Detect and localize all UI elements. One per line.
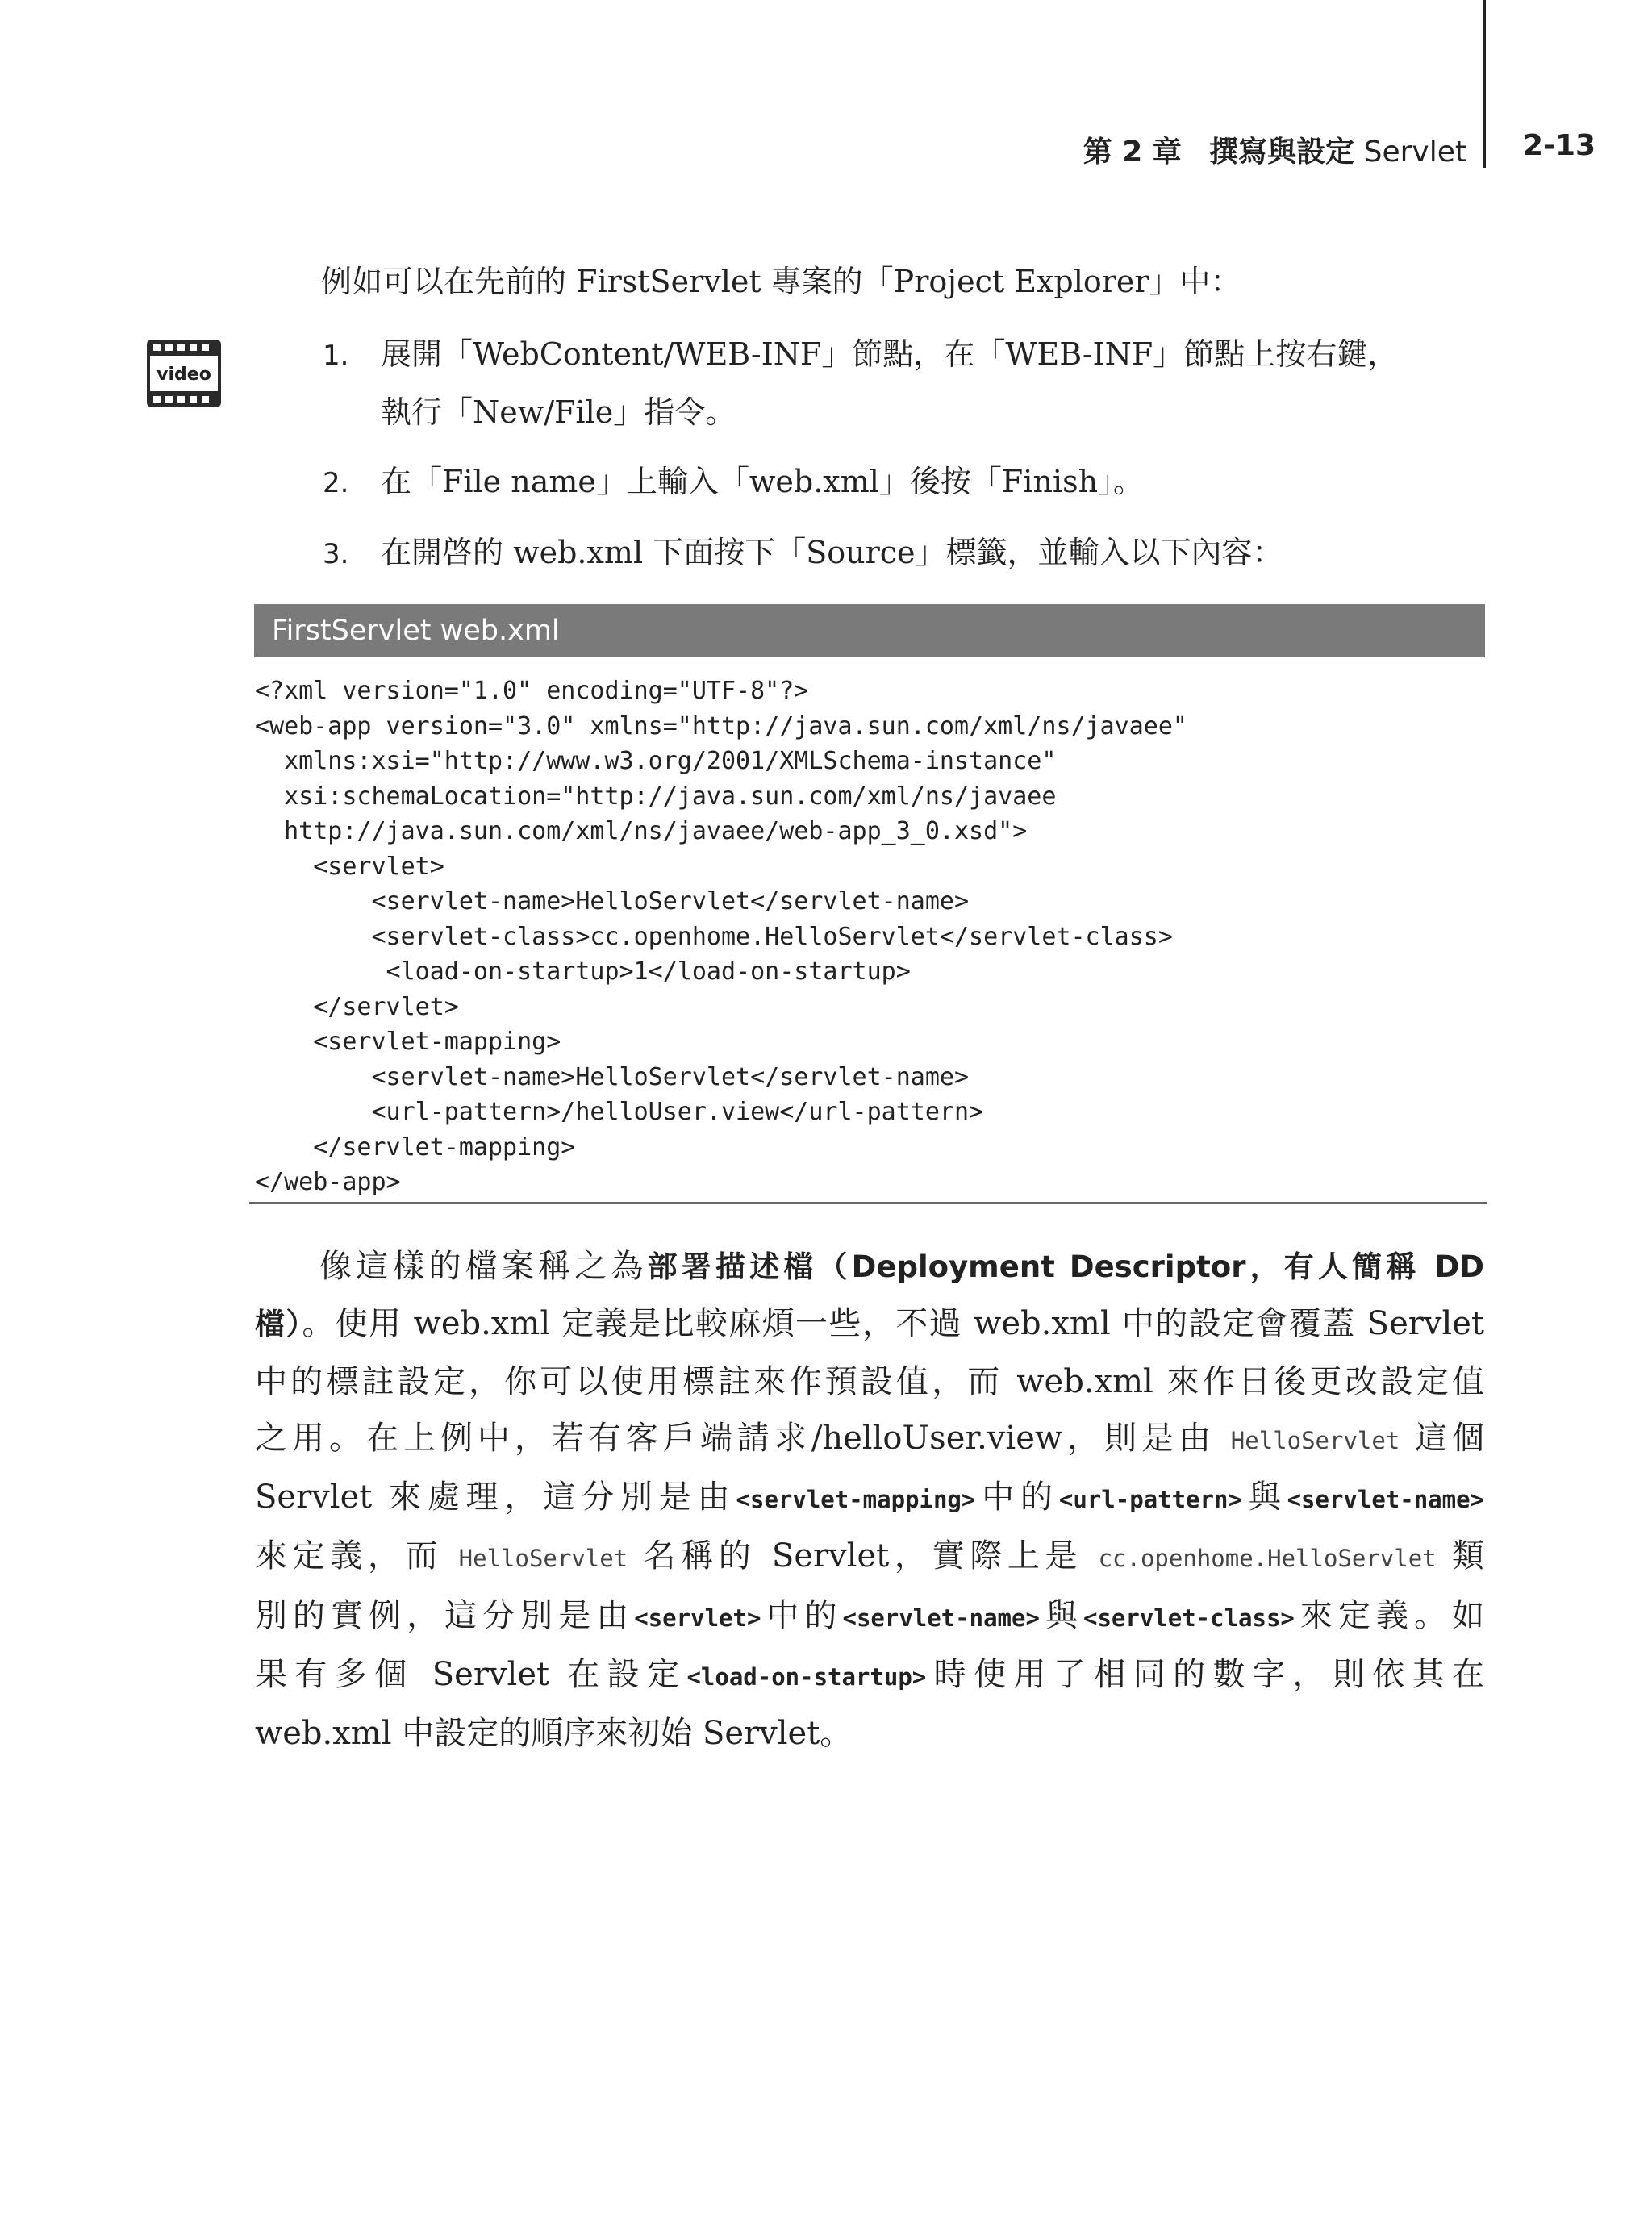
paragraph-line: web.xml 中設定的順序來初始 Servlet。 xyxy=(255,1715,853,1753)
paragraph-line: 中的標註設定，你可以使用標註來作預設值，而 web.xml 來作日後更改設定值 xyxy=(255,1362,1484,1400)
inline-code: <servlet-mapping> xyxy=(736,1486,976,1514)
inline-code: <url-pattern> xyxy=(1058,1486,1242,1514)
code-line: <servlet-name>HelloServlet</servlet-name> xyxy=(255,1062,970,1091)
code-line: <?xml version="1.0" encoding="UTF-8"?> xyxy=(255,677,809,705)
list-item-3 xyxy=(323,524,1283,582)
list-item-1 xyxy=(323,326,1398,440)
paragraph-line: 像這樣的檔案稱之為部署描述檔（Deployment Descriptor，有人簡稱 DD xyxy=(319,1248,1484,1285)
code-block xyxy=(255,674,1187,1200)
video-icon xyxy=(145,335,223,412)
body-paragraph xyxy=(255,1238,1484,1762)
video-icon-label: video xyxy=(156,365,211,385)
inline-code: <servlet-name> xyxy=(1287,1486,1485,1514)
chapter-title-rest: Servlet xyxy=(1354,136,1466,169)
code-line: <servlet-name>HelloServlet</servlet-name> xyxy=(255,887,970,916)
inline-code: <load-on-startup> xyxy=(686,1663,927,1691)
code-line: <servlet-mapping> xyxy=(255,1028,561,1056)
inline-code: <servlet-class> xyxy=(1083,1604,1295,1632)
list-item-number: 1. xyxy=(323,340,349,372)
inline-code: HelloServlet xyxy=(1230,1426,1400,1454)
code-line: xmlns:xsi="http://www.w3.org/2001/XMLSchema-instance" xyxy=(255,747,1057,775)
paragraph-line: 檔）。使用 web.xml 定義是比較麻煩一些，不過 web.xml 中的設定會覆蓋 Servlet xyxy=(255,1305,1485,1343)
paragraph-line: 來定義，而 HelloServlet 名稱的 Servlet，實際上是 cc.openhome.HelloServlet 類 xyxy=(255,1537,1484,1575)
term-deployment-descriptor: 部署描述檔（Deployment Descriptor，有人簡稱 DD xyxy=(647,1249,1484,1284)
code-line: </servlet> xyxy=(255,992,459,1021)
code-line: <servlet> xyxy=(255,852,444,881)
paragraph-line: 之用。在上例中，若有客戶端請求/helloUser.view，則是由 HelloServlet 這個 xyxy=(255,1419,1484,1457)
code-block-bottom-rule xyxy=(249,1202,1487,1204)
page-number: 2-13 xyxy=(1523,129,1596,162)
intro-text: 例如可以在先前的 FirstServlet 專案的「Project Explorer」中： xyxy=(321,264,1241,299)
running-header xyxy=(1083,129,1466,170)
chapter-number: 第 2 章 xyxy=(1083,136,1182,169)
list-item-text: 展開「WebContent/WEB-INF」節點，在「WEB-INF」節點上按右鍵， xyxy=(381,336,1399,372)
inline-code: <servlet> xyxy=(634,1604,761,1632)
list-item-text: 在開啓的 web.xml 下面按下「Source」標籤，並輸入以下內容： xyxy=(381,535,1283,570)
code-line: <url-pattern>/helloUser.view</url-pattern> xyxy=(255,1098,984,1126)
code-line: </web-app> xyxy=(255,1168,401,1196)
list-item-text-continued: 執行「New/File」指令。 xyxy=(381,394,736,430)
code-line: <web-app version="3.0" xmlns="http://java.sun.com/xml/ns/javaee" xyxy=(255,711,1187,740)
header-divider xyxy=(1483,0,1486,168)
code-line: http://java.sun.com/xml/ns/javaee/web-app_3_0.xsd"> xyxy=(255,817,1028,845)
paragraph-line: 果有多個 Servlet 在設定<load-on-startup>時使用了相同的數字，則依其在 xyxy=(255,1656,1485,1694)
chapter-title-bold: 撰寫與設定 xyxy=(1209,136,1355,169)
paragraph-line: Servlet 來處理，這分別是由<servlet-mapping>中的<url-pattern>與<servlet-name> xyxy=(255,1479,1485,1516)
list-item-text: 在「File name」上輸入「web.xml」後按「Finish」。 xyxy=(381,464,1145,499)
code-line: <servlet-class>cc.openhome.HelloServlet</servlet-class> xyxy=(255,922,1173,951)
list-item-number: 3. xyxy=(323,538,349,570)
list-item-number: 2. xyxy=(323,467,349,499)
code-line: </servlet-mapping> xyxy=(255,1132,576,1162)
code-block-title: FirstServlet web.xml xyxy=(254,604,1485,657)
code-line: xsi:schemaLocation="http://java.sun.com/xml/ns/javaee xyxy=(255,782,1057,811)
paragraph-line: 別的實例，這分別是由<servlet>中的<servlet-name>與<servlet-class>來定義。如 xyxy=(255,1596,1485,1634)
list-item-2 xyxy=(323,453,1144,511)
inline-code: HelloServlet xyxy=(458,1545,628,1573)
inline-code: cc.openhome.HelloServlet xyxy=(1098,1545,1437,1573)
inline-code: <servlet-name> xyxy=(842,1604,1040,1632)
code-line: <load-on-startup>1</load-on-startup> xyxy=(255,957,911,986)
